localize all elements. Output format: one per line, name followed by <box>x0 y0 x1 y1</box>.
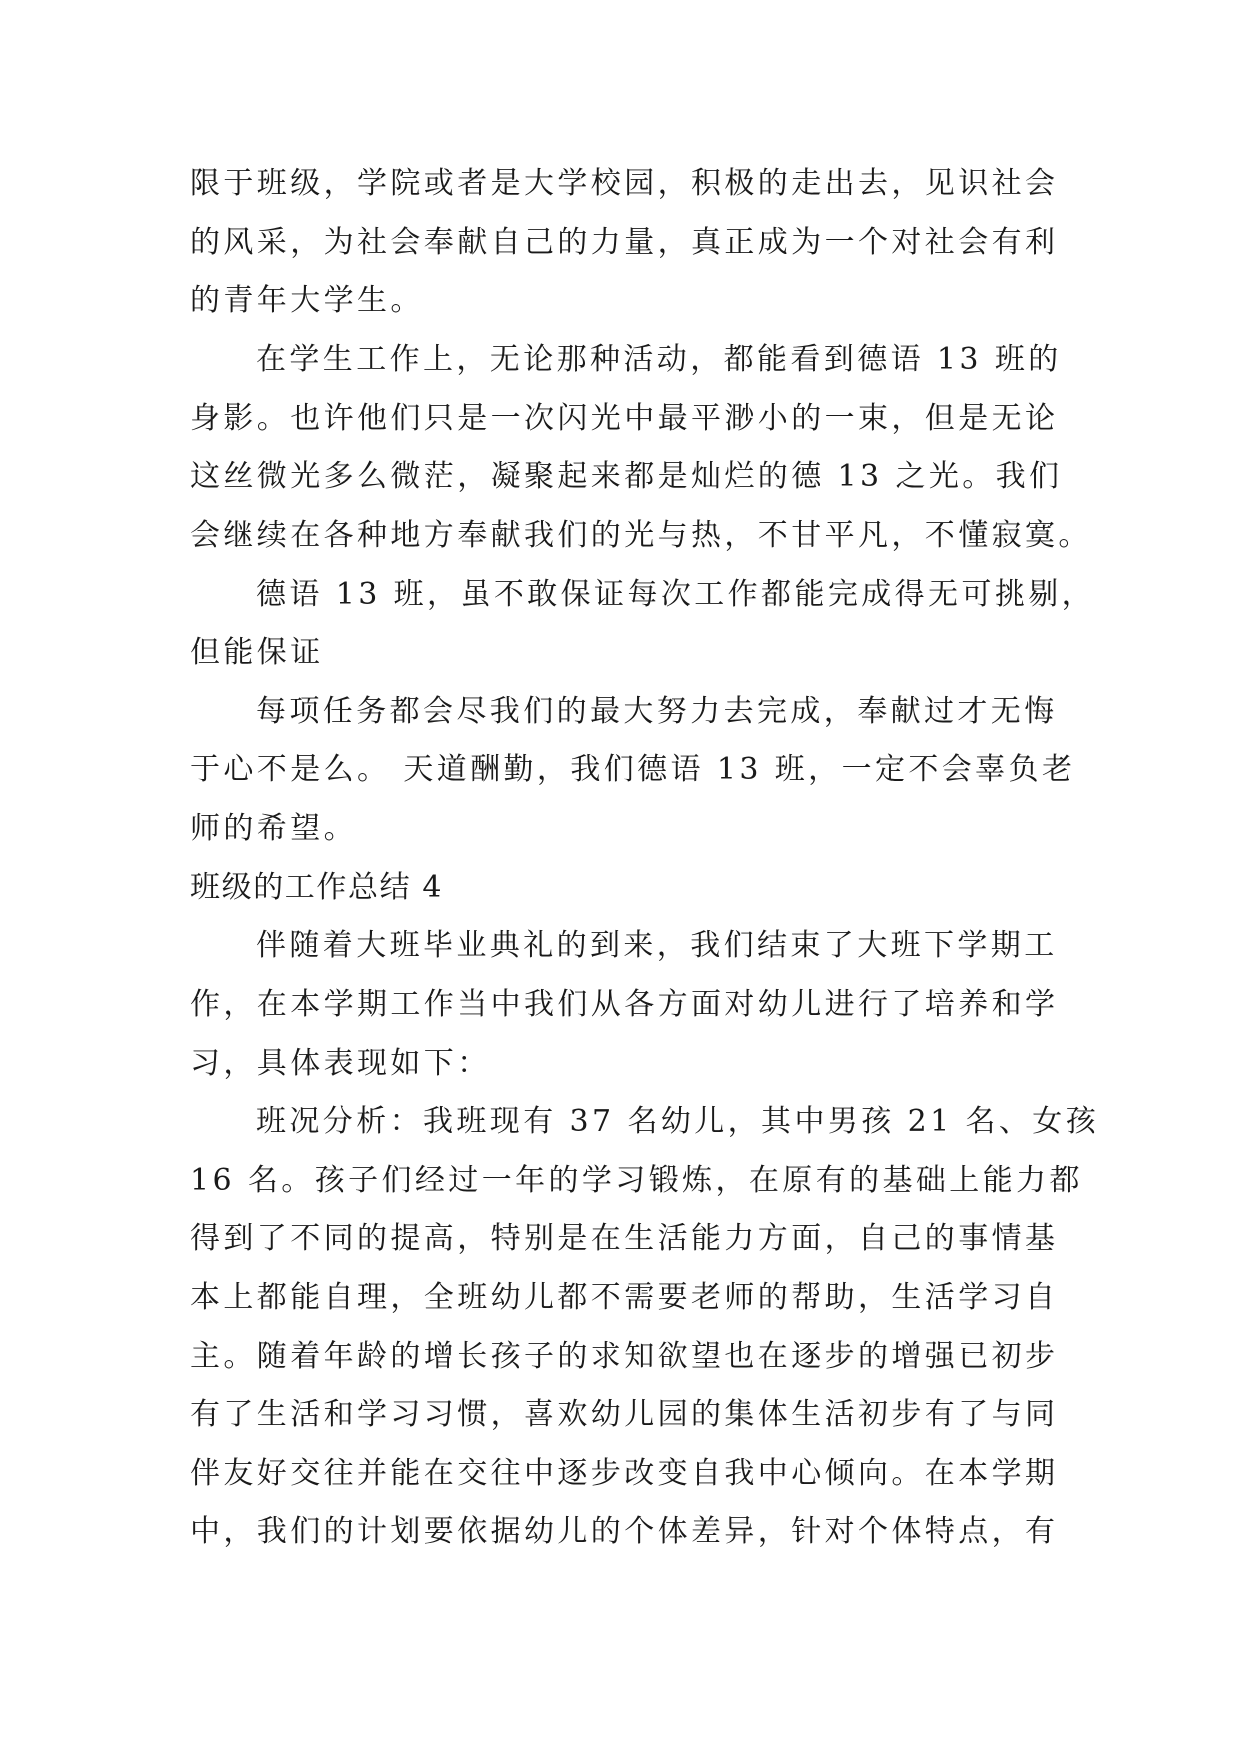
paragraph-line: 限于班级，学院或者是大学校园，积极的走出去，见识社会 <box>190 166 1059 201</box>
paragraph-line: 这丝微光多么微茫，凝聚起来都是灿烂的德 13 之光。我们 <box>190 459 1063 494</box>
paragraph-line: 在学生工作上，无论那种活动，都能看到德语 13 班的 <box>256 342 1062 377</box>
paragraph-line: 师的希望。 <box>190 811 357 846</box>
paragraph-line: 德语 13 班，虽不敢保证每次工作都能完成得无可挑剔， <box>256 577 1096 612</box>
paragraph-line: 有了生活和学习习惯，喜欢幼儿园的集体生活初步有了与同 <box>190 1397 1059 1432</box>
paragraph-line: 的青年大学生。 <box>190 283 424 318</box>
paragraph-line: 的风采，为社会奉献自己的力量，真正成为一个对社会有利 <box>190 225 1059 260</box>
paragraph-line: 伴随着大班毕业典礼的到来，我们结束了大班下学期工 <box>256 928 1058 963</box>
paragraph-line: 伴友好交往并能在交往中逐步改变自我中心倾向。在本学期 <box>190 1456 1059 1491</box>
section-heading: 班级的工作总结 4 <box>190 870 444 905</box>
paragraph-line: 本上都能自理，全班幼儿都不需要老师的帮助，生活学习自 <box>190 1280 1059 1315</box>
paragraph-line: 习，具体表现如下： <box>190 1046 491 1081</box>
paragraph-line: 作，在本学期工作当中我们从各方面对幼儿进行了培养和学 <box>190 987 1059 1022</box>
paragraph-line: 得到了不同的提高，特别是在生活能力方面，自己的事情基 <box>190 1221 1059 1256</box>
paragraph-line: 会继续在各种地方奉献我们的光与热，不甘平凡，不懂寂寞。 <box>190 518 1092 553</box>
paragraph-line: 但能保证 <box>190 635 324 670</box>
paragraph-line: 每项任务都会尽我们的最大努力去完成，奉献过才无悔 <box>256 694 1058 729</box>
paragraph-line: 身影。也许他们只是一次闪光中最平渺小的一束，但是无论 <box>190 401 1059 436</box>
paragraph-line: 主。随着年龄的增长孩子的求知欲望也在逐步的增强已初步 <box>190 1339 1059 1374</box>
paragraph-line: 班况分析：我班现有 37 名幼儿，其中男孩 21 名、女孩 <box>256 1104 1100 1139</box>
paragraph-line: 于心不是么。 天道酬勤，我们德语 13 班，一定不会辜负老 <box>190 752 1076 787</box>
paragraph-line: 16 名。孩子们经过一年的学习锻炼，在原有的基础上能力都 <box>190 1163 1083 1198</box>
paragraph-line: 中，我们的计划要依据幼儿的个体差异，针对个体特点，有 <box>190 1514 1059 1549</box>
